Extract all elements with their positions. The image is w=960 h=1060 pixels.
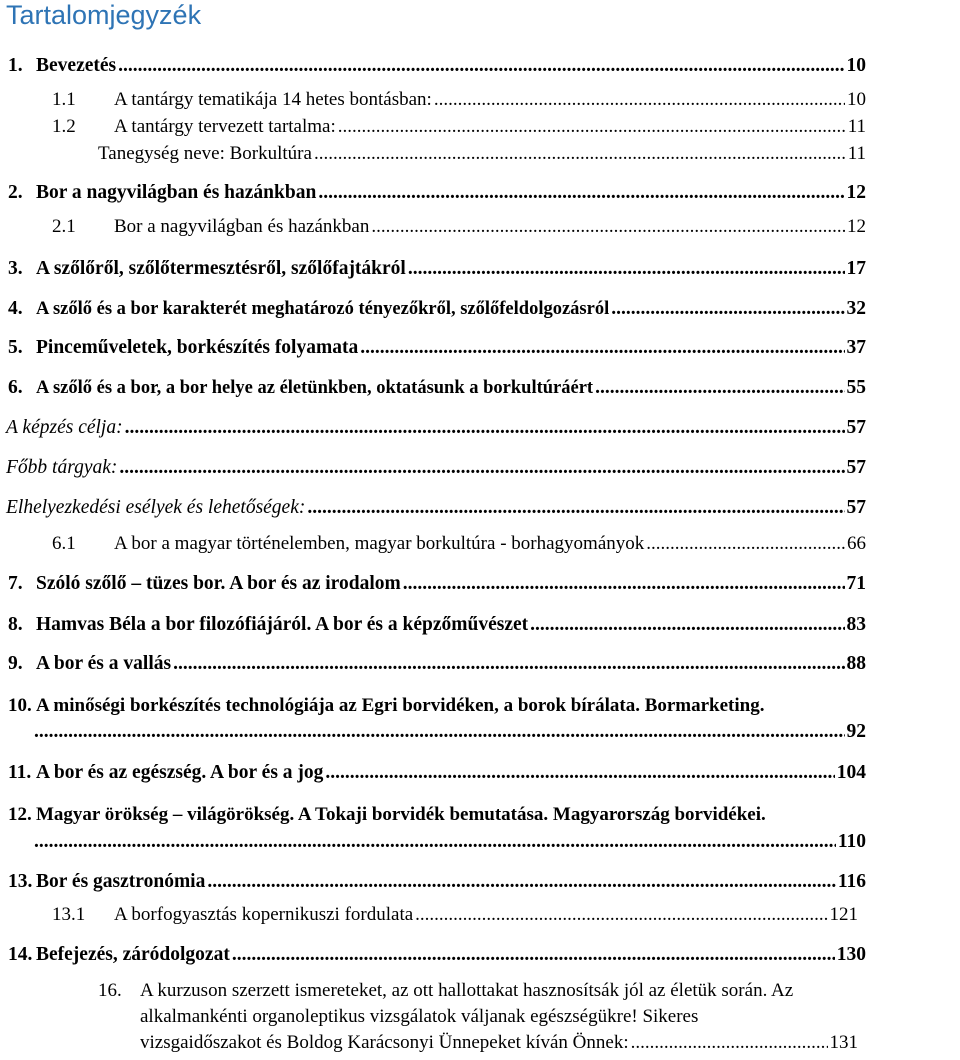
toc-entry[interactable] (52, 116, 866, 138)
toc-page-number: 12 (847, 216, 866, 237)
toc-entry-text: A bor és az egészség. A bor és a jog (36, 762, 324, 783)
toc-entry-number: 7. (8, 573, 23, 594)
toc-leader-dots (119, 457, 844, 479)
toc-entry-text: Főbb tárgyak: (6, 457, 118, 478)
toc-entry-multiline[interactable] (8, 695, 765, 717)
toc-entry[interactable] (8, 377, 866, 399)
toc-entry[interactable] (8, 337, 866, 359)
toc-leader-dots (338, 116, 846, 138)
toc-page-number: 130 (836, 944, 866, 965)
toc-entry-number: 11. (8, 762, 32, 783)
toc-entry[interactable] (8, 258, 866, 280)
toc-entry[interactable] (8, 573, 866, 595)
toc-entry-text: Pinceműveletek, borkészítés folyamata (36, 337, 359, 358)
toc-entry-number: 4. (8, 298, 23, 319)
toc-page-number: 57 (846, 417, 866, 438)
toc-entry-text: A bor a magyar történelemben, magyar borkultúra - borhagyományok (114, 533, 645, 554)
toc-leader-dots (173, 653, 844, 675)
toc-entry-text: Befejezés, záródolgozat (36, 944, 230, 965)
toc-leader-dots (371, 216, 845, 238)
toc-page-number: 12 (846, 182, 866, 203)
toc-entry[interactable] (8, 944, 866, 966)
toc-leader-dots (125, 417, 845, 439)
toc-entry-number: 1.2 (52, 116, 76, 137)
toc-entry-number: 13.1 (52, 904, 86, 925)
toc-page-number: 83 (846, 614, 866, 635)
toc-entry-text: A bor és a vallás (36, 653, 172, 674)
toc-entry-text: Bor a nagyvilágban és hazánkban (114, 216, 370, 237)
toc-page-number: 11 (847, 143, 866, 164)
toc-entry-text: Hamvas Béla a bor filozófiájáról. A bor és a képzőművészet (36, 614, 529, 635)
toc-entry[interactable] (8, 55, 866, 77)
toc-entry-text: Bevezetés (36, 55, 117, 76)
toc-entry-text: Tanegység neve: Borkultúra (98, 143, 312, 164)
toc-leader-dots (34, 831, 836, 853)
toc-page-number: 17 (846, 258, 866, 279)
toc-page-number: 110 (837, 831, 866, 852)
toc-entry-number: 1. (8, 55, 23, 76)
toc-entry-text-line-1: A kurzuson szerzett ismereteket, az ott hallottakat hasznosítsák jól az életük során. Az (140, 980, 794, 1001)
toc-entry-continuation (140, 1006, 698, 1028)
toc-entry-text: A borfogyasztás kopernikuszi fordulata (114, 904, 414, 925)
toc-leader-dots (207, 871, 835, 893)
toc-entry-number: 3. (8, 258, 23, 279)
toc-page-number: 37 (846, 337, 866, 358)
toc-entry-number: 13. (8, 871, 33, 892)
toc-entry-continuation[interactable] (34, 831, 866, 853)
toc-entry-number: 2.1 (52, 216, 76, 237)
toc-page-number: 104 (836, 762, 866, 783)
toc-entry-continuation[interactable] (140, 1032, 858, 1054)
toc-entry-number: 6.1 (52, 533, 76, 554)
toc-leader-dots (530, 614, 844, 636)
toc-page-number: 11 (847, 116, 866, 137)
toc-leader-dots (314, 143, 846, 165)
toc-entry-text: A tantárgy tervezett tartalma: (114, 116, 336, 137)
toc-entry[interactable] (98, 143, 866, 165)
toc-leader-dots (360, 337, 844, 359)
toc-leader-dots (318, 182, 844, 204)
toc-entry[interactable] (52, 533, 866, 555)
toc-entry-number: 8. (8, 614, 23, 635)
toc-leader-dots (403, 573, 845, 595)
toc-entry-number: 2. (8, 182, 23, 203)
toc-entry-text: A szőlőről, szőlőtermesztésről, szőlőfajtákról (36, 258, 406, 279)
toc-page-number: 57 (846, 497, 866, 518)
toc-page-number: 32 (846, 298, 866, 319)
toc-page-number: 55 (846, 377, 866, 398)
toc-leader-dots (118, 55, 844, 77)
toc-entry-multiline[interactable] (98, 980, 793, 1002)
toc-entry[interactable] (6, 497, 866, 519)
toc-entry-number: 10. (8, 695, 32, 716)
toc-entry-text: A tantárgy tematikája 14 hetes bontásban: (114, 89, 432, 110)
toc-entry-text: A minőségi borkészítés technológiája az Egri borvidéken, a borok bírálata. Bormarketing. (36, 695, 765, 716)
toc-entry-text: Szóló szőlő – tüzes bor. A bor és az irodalom (36, 573, 401, 594)
toc-entry-multiline[interactable] (8, 804, 766, 826)
toc-leader-dots (307, 497, 844, 519)
toc-entry-text-line-3: vizsgaidőszakot és Boldog Karácsonyi Ünnepeket kíván Önnek: (140, 1032, 629, 1053)
toc-entry[interactable] (8, 298, 866, 320)
toc-entry[interactable] (8, 614, 866, 636)
toc-entry[interactable] (52, 89, 866, 111)
toc-entry[interactable] (8, 762, 866, 784)
toc-leader-dots (34, 721, 845, 743)
toc-page-number: 71 (846, 573, 866, 594)
toc-leader-dots (434, 89, 845, 111)
toc-page-number: 92 (846, 721, 866, 742)
toc-page-number: 121 (829, 904, 858, 925)
toc-page-number: 131 (829, 1032, 858, 1053)
toc-leader-dots (631, 1032, 828, 1054)
toc-entry-text: Magyar örökség – világörökség. A Tokaji borvidék bemutatása. Magyarország borvidékei. (36, 804, 766, 825)
toc-entry[interactable] (52, 216, 866, 238)
toc-page-number: 57 (846, 457, 866, 478)
toc-entry-text: A képzés célja: (6, 417, 123, 438)
toc-page-number: 10 (846, 55, 866, 76)
toc-leader-dots (325, 762, 834, 784)
toc-entry[interactable] (6, 457, 866, 479)
toc-entry-number: 1.1 (52, 89, 76, 110)
toc-page-number: 88 (846, 653, 866, 674)
toc-leader-dots (646, 533, 845, 555)
toc-entry-continuation[interactable] (34, 721, 866, 743)
toc-entry-text: Elhelyezkedési esélyek és lehetőségek: (6, 497, 306, 518)
toc-leader-dots (595, 377, 844, 399)
toc-entry-text: A szőlő és a bor karakterét meghatározó tényezőkről, szőlőfeldolgozásról (36, 299, 610, 319)
toc-entry-number: 16. (98, 980, 122, 1001)
toc-leader-dots (232, 944, 835, 966)
toc-entry-text: A szőlő és a bor, a bor helye az életünkben, oktatásunk a borkultúráért (36, 378, 594, 398)
toc-entry-number: 9. (8, 653, 23, 674)
toc-leader-dots (408, 258, 845, 280)
toc-page-number: 66 (847, 533, 866, 554)
toc-leader-dots (611, 298, 844, 320)
toc-entry-text: Bor a nagyvilágban és hazánkban (36, 182, 317, 203)
toc-entry[interactable] (8, 182, 866, 204)
page-title: Tartalomjegyzék (6, 0, 202, 30)
toc-page-number: 10 (847, 89, 866, 110)
toc-leader-dots (415, 904, 827, 926)
toc-entry-number: 12. (8, 804, 32, 825)
toc-entry[interactable] (8, 653, 866, 675)
toc-entry-text-line-2: alkalmankénti organoleptikus vizsgálatok váljanak egészségükre! Sikeres (140, 1006, 699, 1027)
toc-entry-number: 6. (8, 377, 23, 398)
toc-page-number: 116 (837, 871, 866, 892)
toc-entry-number: 5. (8, 337, 23, 358)
toc-entry[interactable] (6, 417, 866, 439)
toc-entry-number: 14. (8, 944, 33, 965)
toc-entry[interactable] (8, 871, 866, 893)
toc-entry[interactable] (52, 904, 858, 926)
toc-entry-text: Bor és gasztronómia (36, 871, 206, 892)
